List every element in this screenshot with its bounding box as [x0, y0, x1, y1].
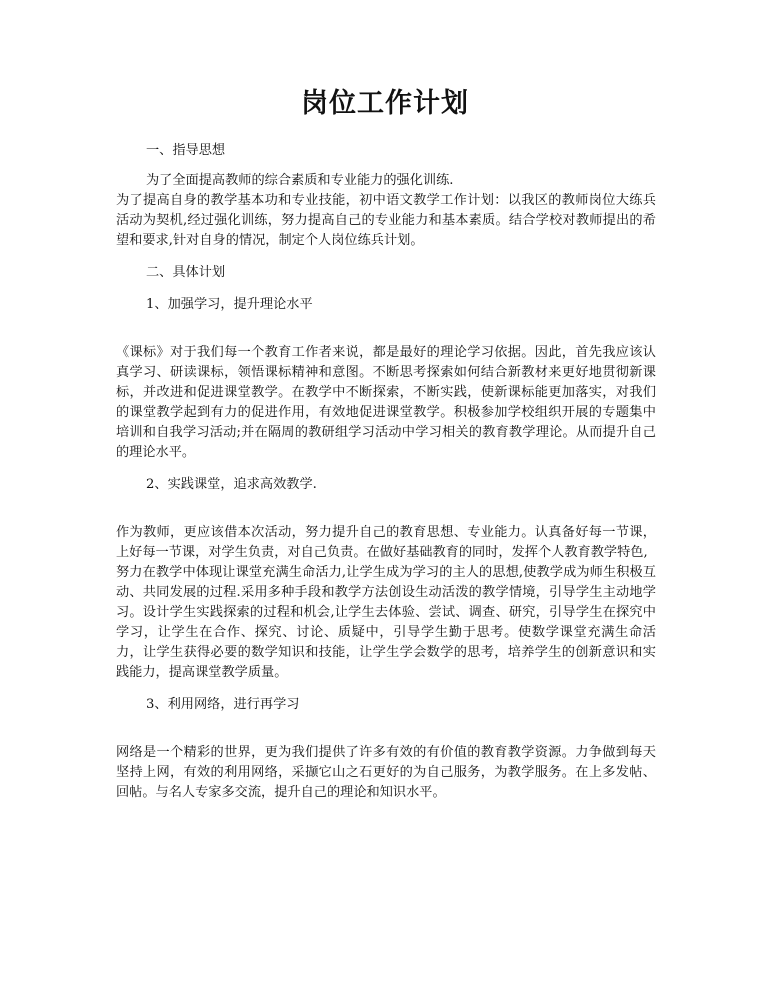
paragraph-intro: 为了全面提高教师的综合素质和专业能力的强化训练. [146, 173, 454, 188]
subheading-strengthen-learning: 1、加强学习，提升理论水平 [146, 297, 313, 312]
paragraph-guiding-body: 为了提高自身的教学基本功和专业技能，初中语文教学工作计划：以我区的教师岗位大练兵活动为契机,经过强化训练，努力提高自己的专业能力和基本素质。结合学校对教师提出的希望和要求,针对自身的情况，制定个人岗位练兵计划。 [116, 193, 656, 248]
paragraph-classroom-vitality: 努力在教学中体现让课堂充满生命活力,让学生成为学习的主人的思想,使教学成为师生积极互动、共同发展的过程.采用多种手段和教学方法创设生动活泼的教学情境，引导学生主动地学习。设计学生实践探索的过程和机会,让学生去体验、尝试、调查、研究，引导学生在探究中学习，让学生在合作、探究、讨论、质疑中，引导学生勤于思考。使数学课堂充满生命活力，让学生获得必要的数学知识和技能，让学生学会数学的思考，培养学生的创新意识和实践能力，提高课堂教学质量。 [116, 565, 656, 680]
document-body [116, 141, 656, 803]
paragraph-teacher-role: 作为教师，更应该借本次活动，努力提升自己的教育思想、专业能力。认真备好每一节课，上好每一节课，对学生负责，对自己负责。在做好基础教育的同时，发挥个人教育教学特色, [116, 525, 656, 560]
document-title: 岗位工作计划 [301, 88, 469, 119]
subheading-practice-classroom: 2、实践课堂，追求高效教学. [146, 477, 317, 492]
section-heading-specific-plan: 二、具体计划 [146, 265, 226, 280]
section-heading-guiding-thought: 一、指导思想 [146, 143, 226, 158]
subheading-use-network: 3、利用网络，进行再学习 [146, 697, 300, 712]
paragraph-curriculum-standards: 《课标》对于我们每一个教育工作者来说，都是最好的理论学习依据。因此，首先我应该认真学习、研读课标，领悟课标精神和意图。不断思考探索如何结合新教材来更好地贯彻新课标，并改进和促进课堂教学。在教学中不断探索，不断实践，使新课标能更加落实，对我们的课堂教学起到有力的促进作用，有效地促进课堂教学。积极参加学校组织开展的专题集中培训和自我学习活动;并在隔周的教研组学习活动中学习相关的教育教学理论。从而提升自己的理论水平。 [116, 345, 656, 460]
paragraph-network-learning: 网络是一个精彩的世界，更为我们提供了许多有效的有价值的教育教学资源。力争做到每天坚持上网，有效的利用网络，采撷它山之石更好的为自己服务，为教学服务。在上多发帖、回帖。与名人专家多交流，提升自己的理论和知识水平。 [116, 745, 656, 800]
